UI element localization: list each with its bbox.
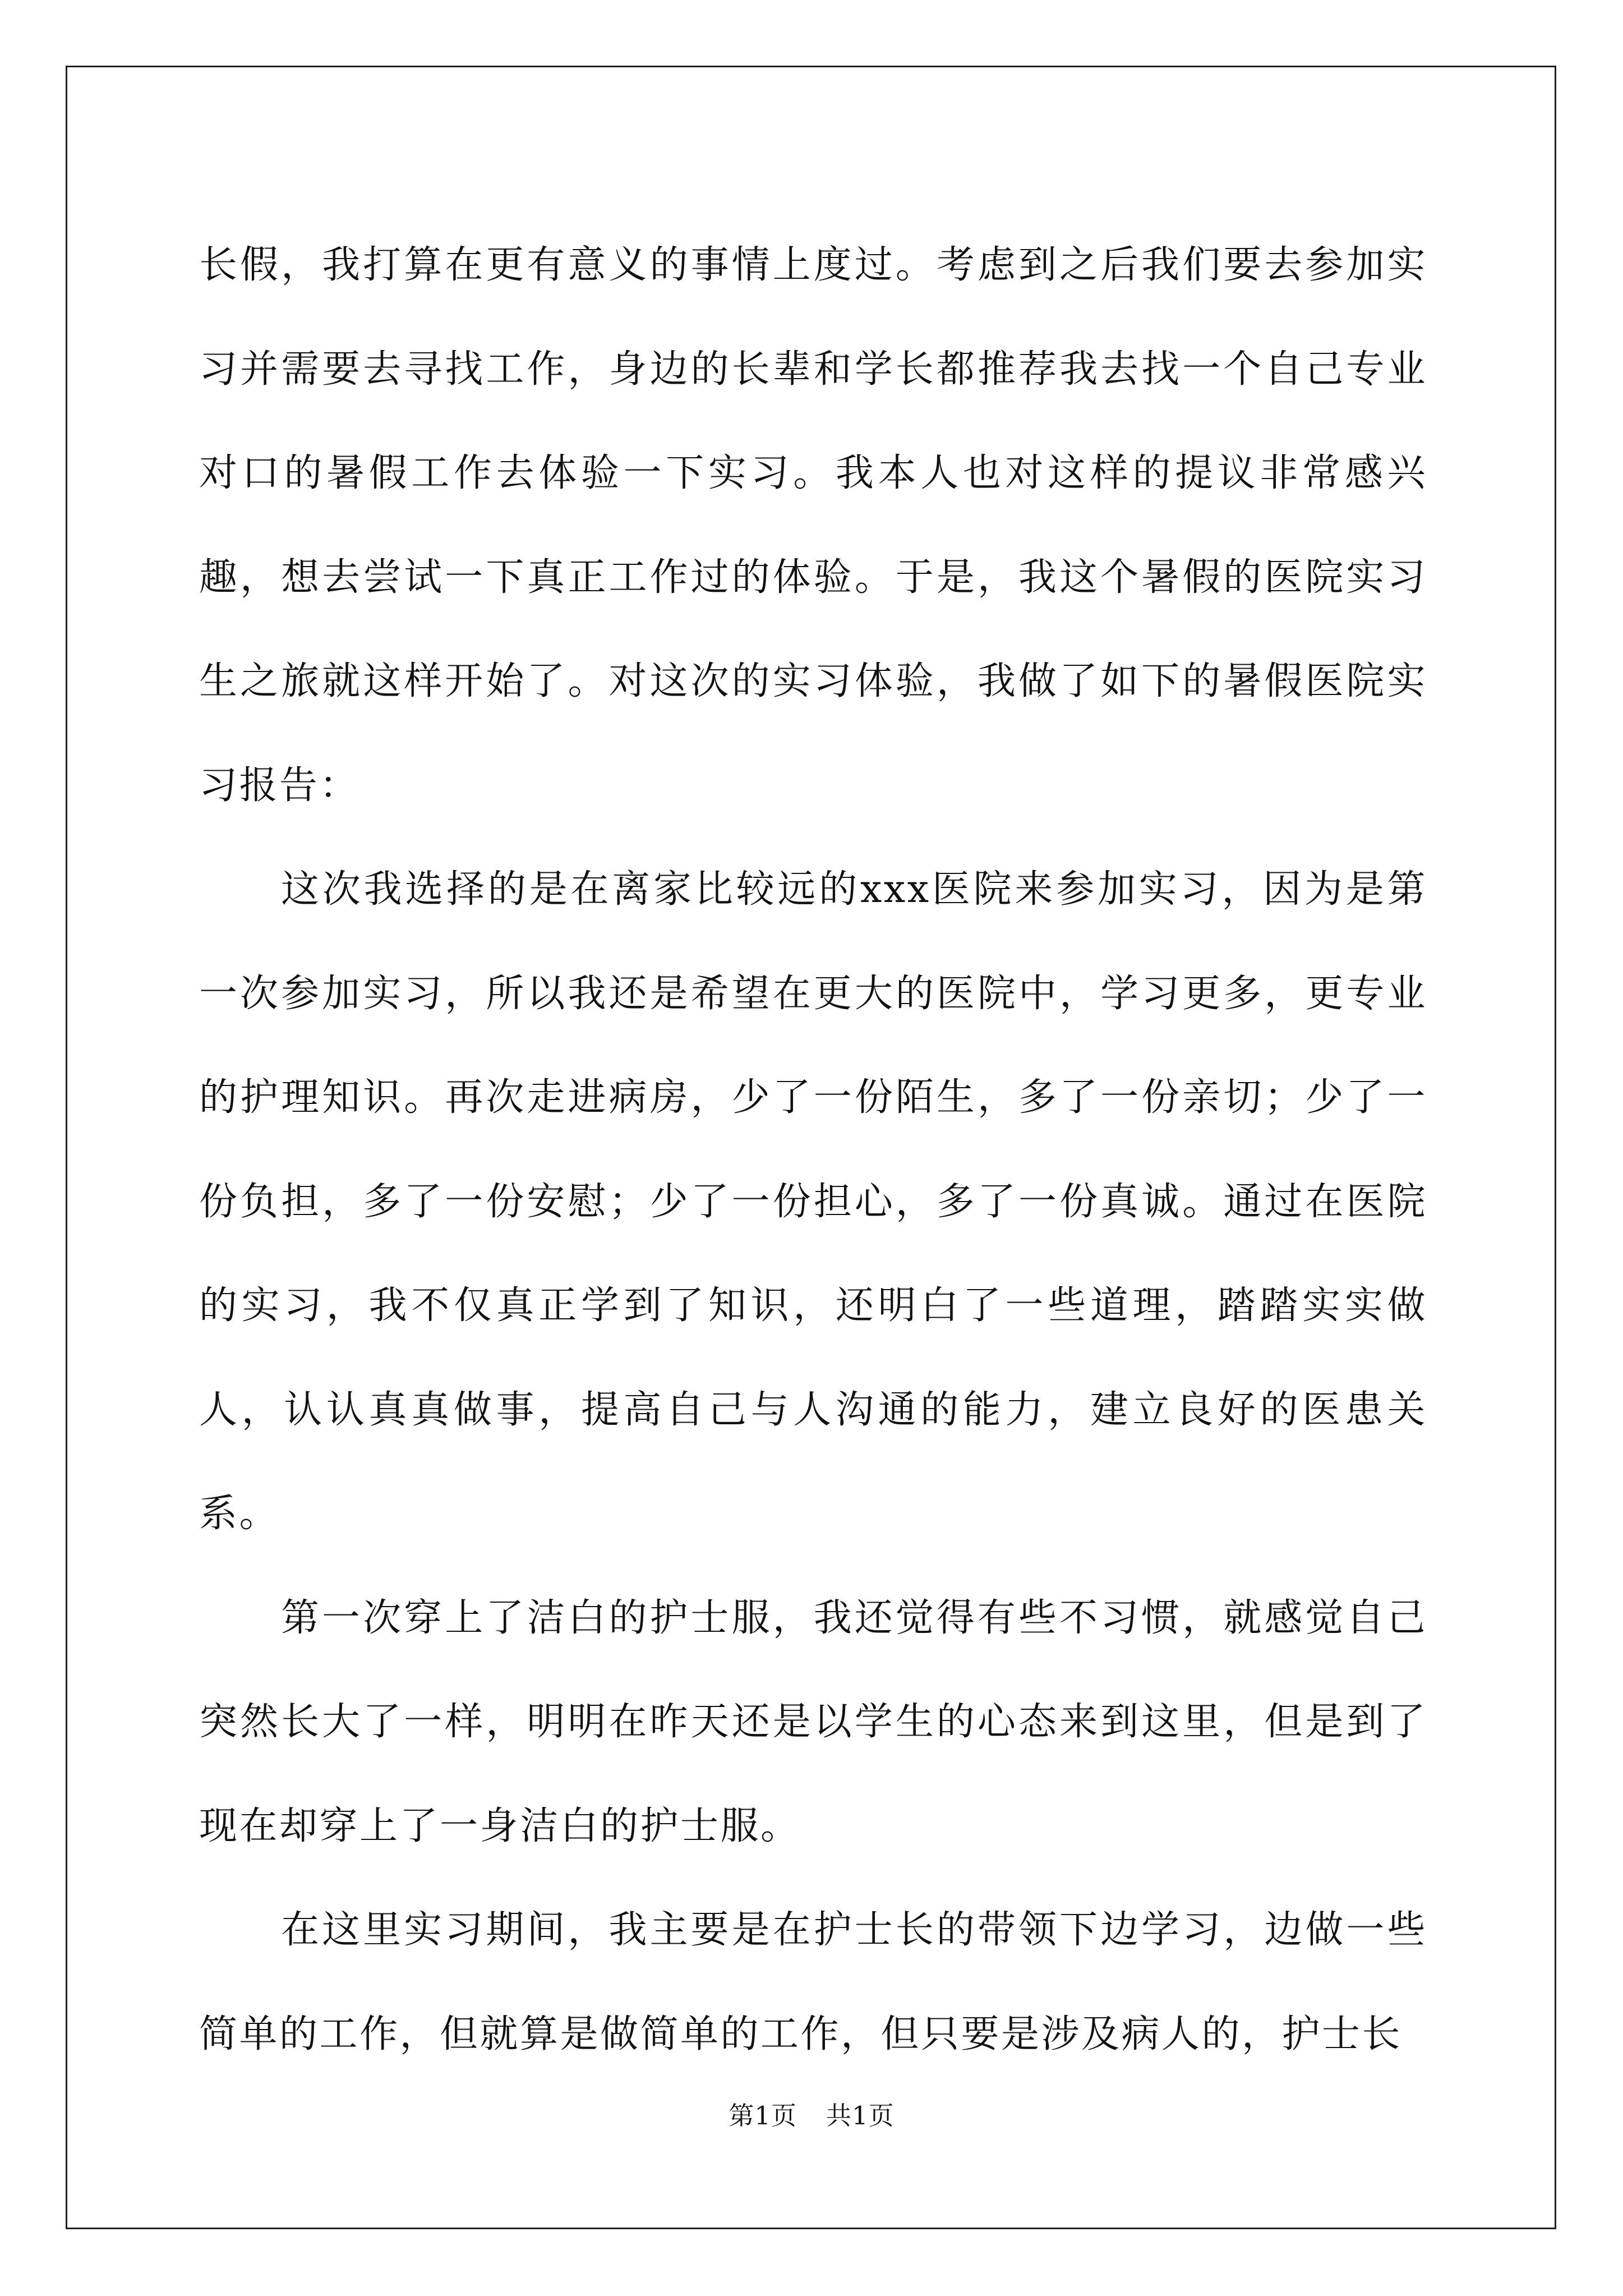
page-footer (0, 2099, 1623, 2133)
page-total: 共1页 (826, 2101, 895, 2131)
paragraph-1: 长假，我打算在更有意义的事情上度过。考虑到之后我们要去参加实习并需要去寻找工作，身边的长辈和学长都推荐我去找一个自己专业对口的暑假工作去体验一下实习。我本人也对这样的提议非常感兴趣，想去尝试一下真正工作过的体验。于是，我这个暑假的医院实习生之旅就这样开始了。对这次的实习体验，我做了如下的暑假医院实习报告： (199, 243, 1427, 808)
paragraph-2: 这次我选择的是在离家比较远的xxx医院来参加实习，因为是第一次参加实习，所以我还是希望在更大的医院中，学习更多，更专业的护理知识。再次走进病房，少了一份陌生，多了一份亲切；少了一份负担，多了一份安慰；少了一份担心，多了一份真诚。通过在医院的实习，我不仅真正学到了知识，还明白了一些道理，踏踏实实做人，认认真真做事，提高自己与人沟通的能力，建立良好的医患关系。 (199, 867, 1427, 1536)
paragraph-4: 在这里实习期间，我主要是在护士长的带领下边学习，边做一些简单的工作，但就算是做简单的工作，但只要是涉及病人的，护士长 (199, 1908, 1427, 2056)
document-body (199, 213, 1427, 2086)
page-number: 第1页 (728, 2101, 797, 2131)
paragraph-3: 第一次穿上了洁白的护士服，我还觉得有些不习惯，就感觉自己突然长大了一样，明明在昨天还是以学生的心态来到这里，但是到了现在却穿上了一身洁白的护士服。 (199, 1595, 1427, 1848)
